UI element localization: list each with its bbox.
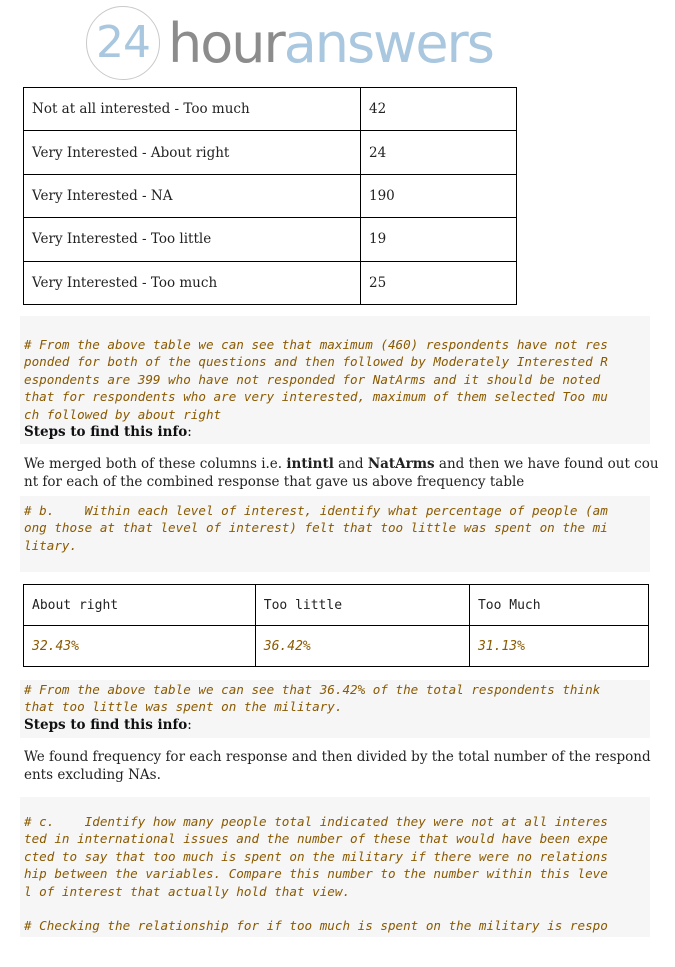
code-output-block-1 xyxy=(20,316,650,444)
comment-too-little: # From the above table we can see that 36.42% of the total respondents think that too little was spent on the military. xyxy=(24,682,601,715)
para1-and: and xyxy=(333,456,368,472)
para1-text-end: and then we have found out cou nt for each of the combined response that gave us above frequency table xyxy=(24,456,659,490)
code-output-block-4 xyxy=(20,797,650,937)
row-count: 190 xyxy=(361,174,517,217)
table-row xyxy=(24,626,649,667)
logo-wordmark xyxy=(168,12,493,76)
row-count: 25 xyxy=(361,261,517,304)
para1-intintl: intintl xyxy=(286,456,334,472)
steps-heading-1: Steps to find this info: xyxy=(24,424,192,441)
logo-answers: answers xyxy=(283,12,493,75)
value-too-much: 31.13% xyxy=(469,626,648,667)
para1-natarms: NatArms xyxy=(367,456,435,472)
question-b: # b. Within each level of interest, identify what percentage of people (am ong those at that level of interest) felt that too little was spent on the mi litary. xyxy=(24,503,608,553)
comment-max-respondents: # From the above table we can see that maximum (460) respondents have not res ponded for both of the questions and then followed by Moderately Interested R espondents are 399 who have not responded for NatArms and it should be noted that for respondents who are very interested, maximum of them selected Too mu ch followed by about right xyxy=(24,337,608,422)
code-output-block-2 xyxy=(20,496,650,572)
para1-text-start: We merged both of these columns i.e. xyxy=(24,456,287,472)
logo-number: 24 xyxy=(96,17,150,68)
row-count: 19 xyxy=(361,218,517,261)
row-label: Very Interested - Too little xyxy=(24,218,361,261)
question-c: # c. Identify how many people total indicated they were not at all interes ted in international issues and the number of these that would have been expe cted to say that too much is spent on the military if there were no relations hip between the variables. Compare this number to the number within this leve l of interest that actually hold that view. # Checking the relationship for if too much is spent on the military is respo xyxy=(24,814,608,934)
row-label: Not at all interested - Too much xyxy=(24,88,361,131)
header-about-right: About right xyxy=(24,585,256,626)
steps-heading-1-text: Steps to find this info xyxy=(24,424,188,441)
header-too-much: Too Much xyxy=(469,585,648,626)
table-row xyxy=(24,218,517,261)
frequency-table xyxy=(23,87,517,305)
code-output-block-3 xyxy=(20,680,650,738)
logo xyxy=(86,6,556,86)
value-about-right: 32.43% xyxy=(24,626,256,667)
steps-heading-2-text: Steps to find this info xyxy=(24,716,188,733)
row-label: Very Interested - Too much xyxy=(24,261,361,304)
table-header-row xyxy=(24,585,649,626)
value-too-little: 36.42% xyxy=(255,626,469,667)
row-label: Very Interested - About right xyxy=(24,131,361,174)
table-row xyxy=(24,88,517,131)
row-label: Very Interested - NA xyxy=(24,174,361,217)
percentage-table xyxy=(23,584,649,667)
table-row xyxy=(24,261,517,304)
table-row xyxy=(24,131,517,174)
row-count: 24 xyxy=(361,131,517,174)
steps-heading-2: Steps to find this info: xyxy=(24,716,192,733)
logo-hour: hour xyxy=(168,12,284,75)
paragraph-merge-method xyxy=(24,455,659,491)
header-too-little: Too little xyxy=(255,585,469,626)
table-row xyxy=(24,174,517,217)
row-count: 42 xyxy=(361,88,517,131)
paragraph-frequency-method: We found frequency for each response and then divided by the total number of the respond ents excluding NAs. xyxy=(24,749,651,783)
